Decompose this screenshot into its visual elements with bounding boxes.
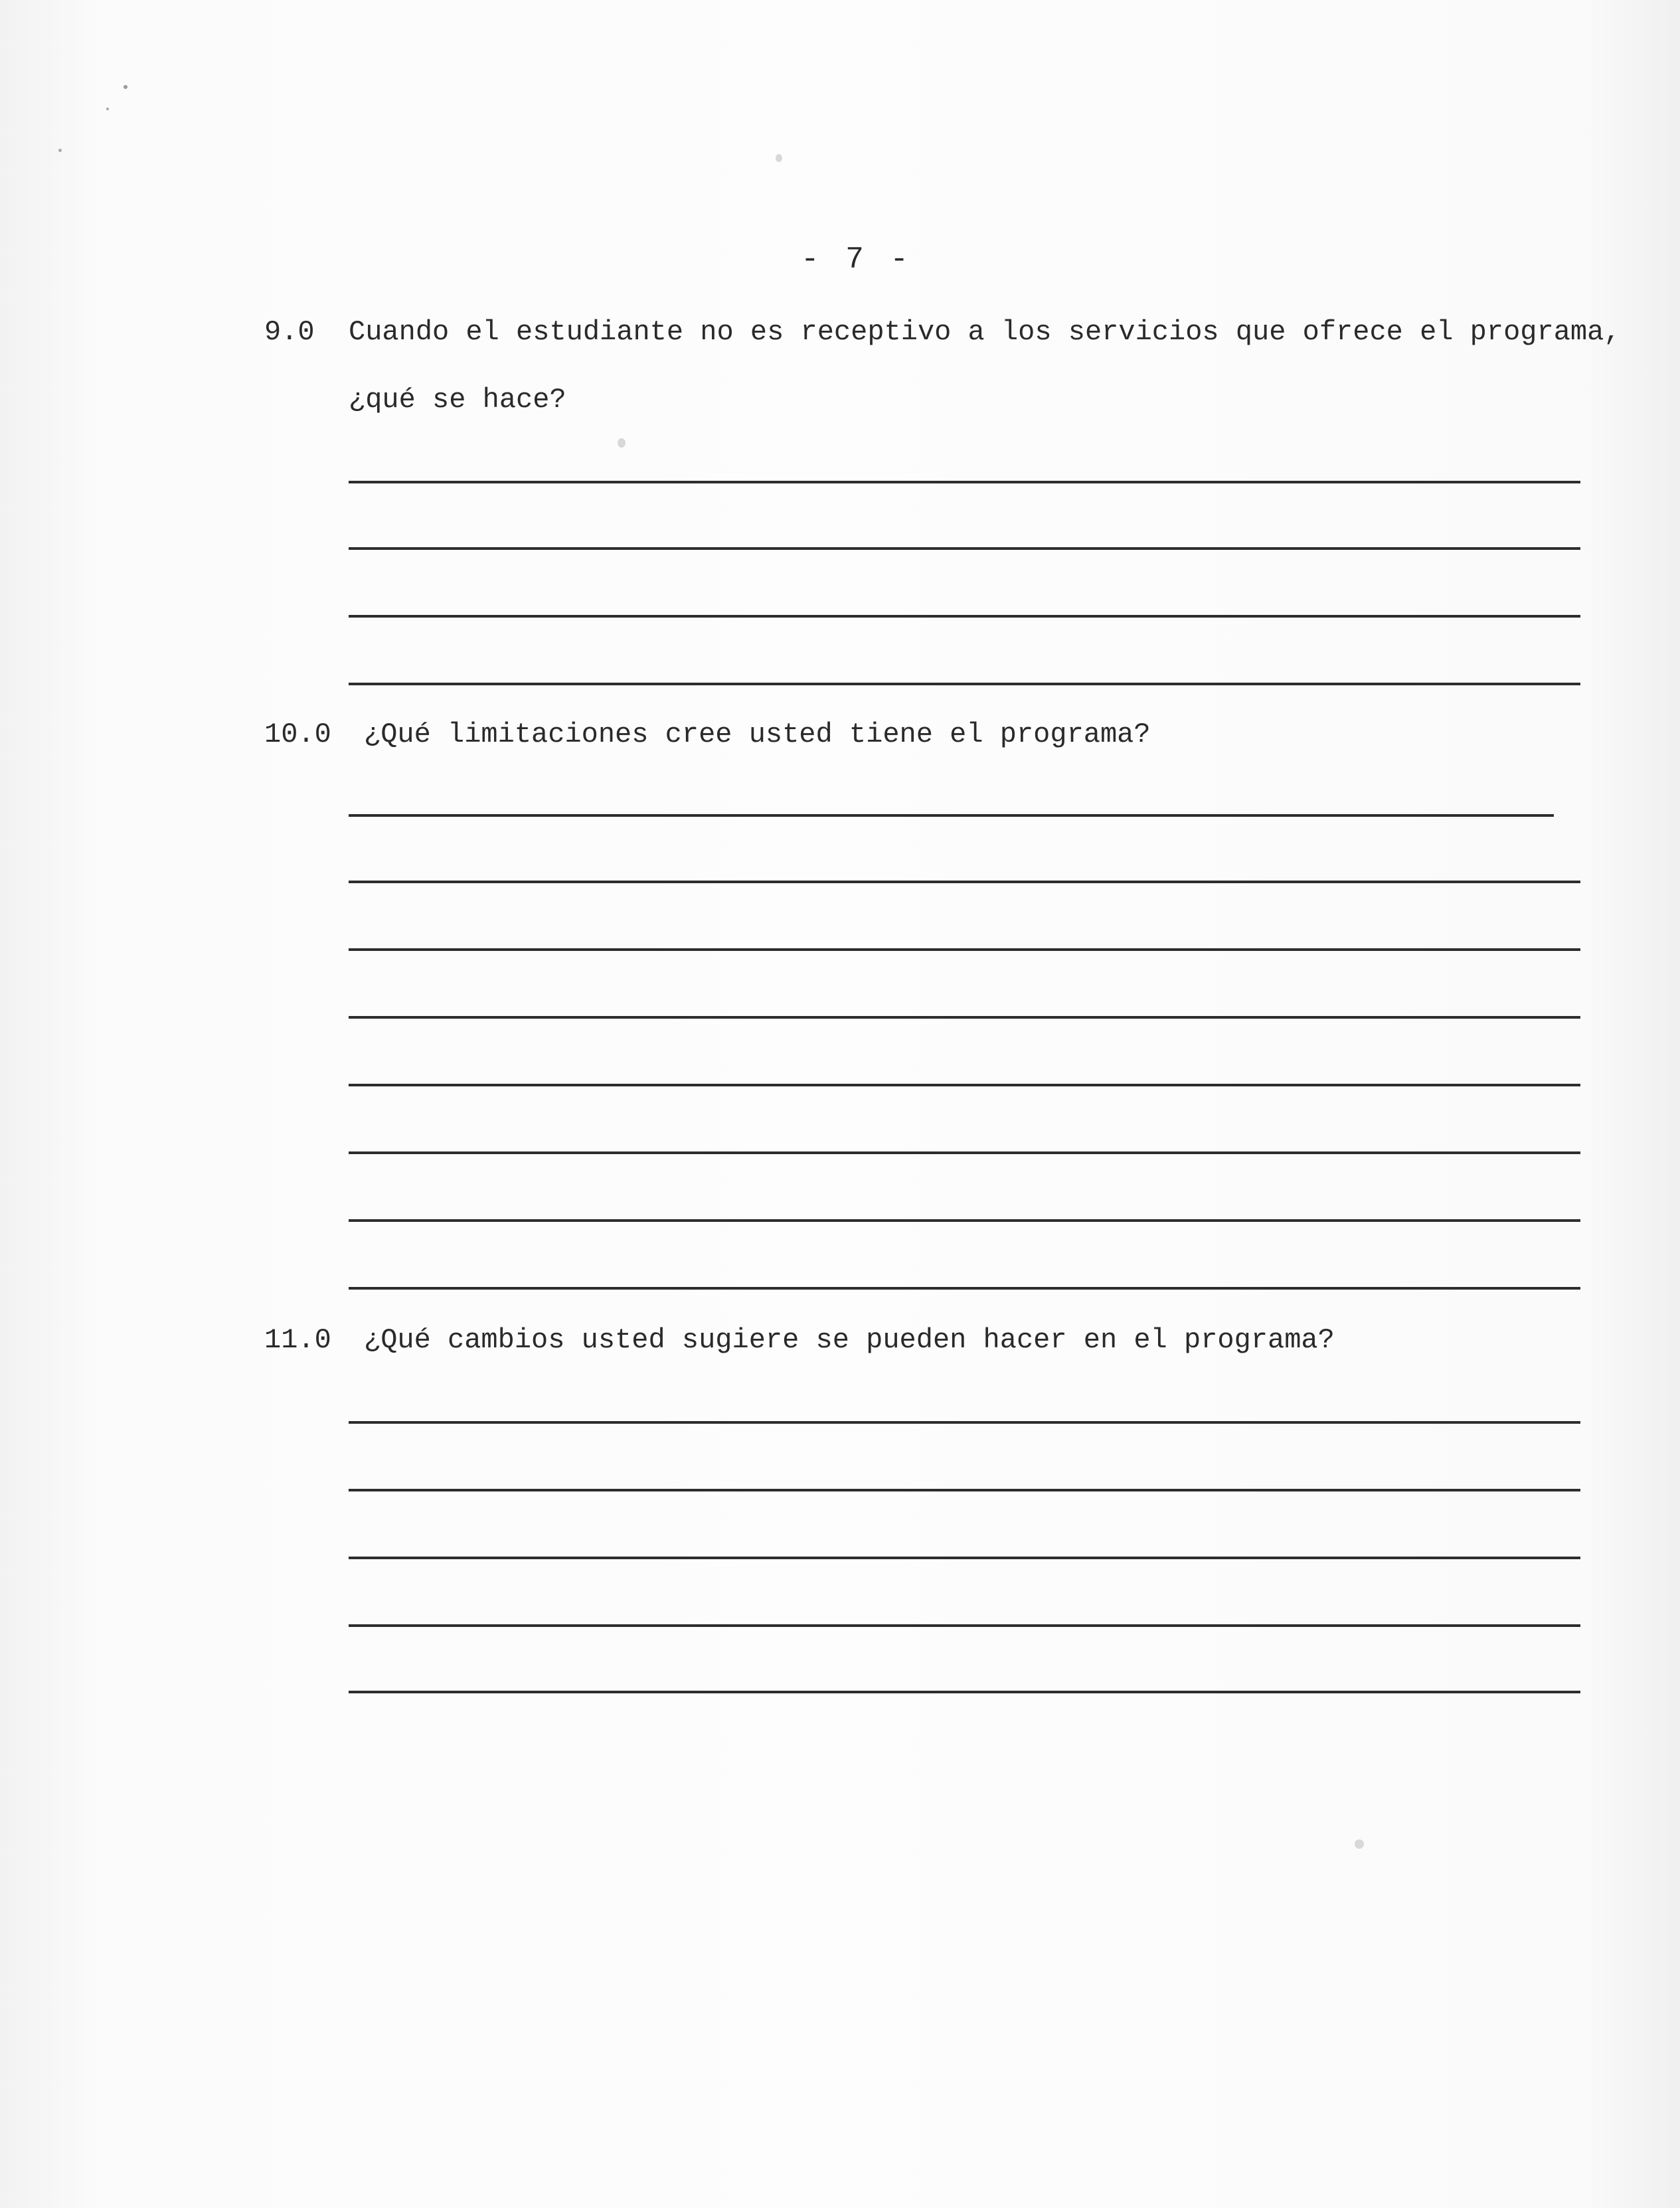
answer-line[interactable]	[349, 1151, 1580, 1154]
question-9-number: 9.0	[264, 316, 315, 348]
answer-line[interactable]	[349, 1624, 1580, 1627]
answer-line[interactable]	[349, 1421, 1580, 1424]
answer-line[interactable]	[349, 948, 1580, 951]
answer-line[interactable]	[349, 881, 1580, 883]
answer-line[interactable]	[349, 1084, 1580, 1086]
question-10-text: ¿Qué limitaciones cree usted tiene el programa?	[364, 719, 1151, 750]
scan-speck	[124, 85, 127, 89]
answer-line[interactable]	[349, 1016, 1580, 1019]
question-11-number: 11.0	[264, 1324, 331, 1356]
question-10-number: 10.0	[264, 719, 331, 750]
answer-line[interactable]	[349, 814, 1554, 817]
scan-speck	[776, 154, 782, 162]
question-9-text-line1: Cuando el estudiante no es receptivo a los servicios que ofrece el programa,	[349, 316, 1621, 348]
answer-line[interactable]	[349, 481, 1580, 483]
answer-line[interactable]	[349, 1489, 1580, 1491]
scan-speck	[106, 108, 109, 110]
scan-speck	[618, 438, 626, 448]
answer-line[interactable]	[349, 1219, 1580, 1222]
answer-line[interactable]	[349, 1557, 1580, 1559]
question-9-text-line2: ¿qué se hace?	[349, 384, 566, 416]
scan-speck	[58, 149, 62, 152]
question-11-text: ¿Qué cambios usted sugiere se pueden hacer en el programa?	[364, 1324, 1335, 1356]
answer-line[interactable]	[349, 683, 1580, 685]
answer-line[interactable]	[349, 1691, 1580, 1693]
answer-line[interactable]	[349, 615, 1580, 618]
scan-speck	[1355, 1839, 1364, 1849]
answer-line[interactable]	[349, 547, 1580, 550]
page-number: - 7 -	[800, 242, 913, 277]
answer-line[interactable]	[349, 1287, 1580, 1290]
